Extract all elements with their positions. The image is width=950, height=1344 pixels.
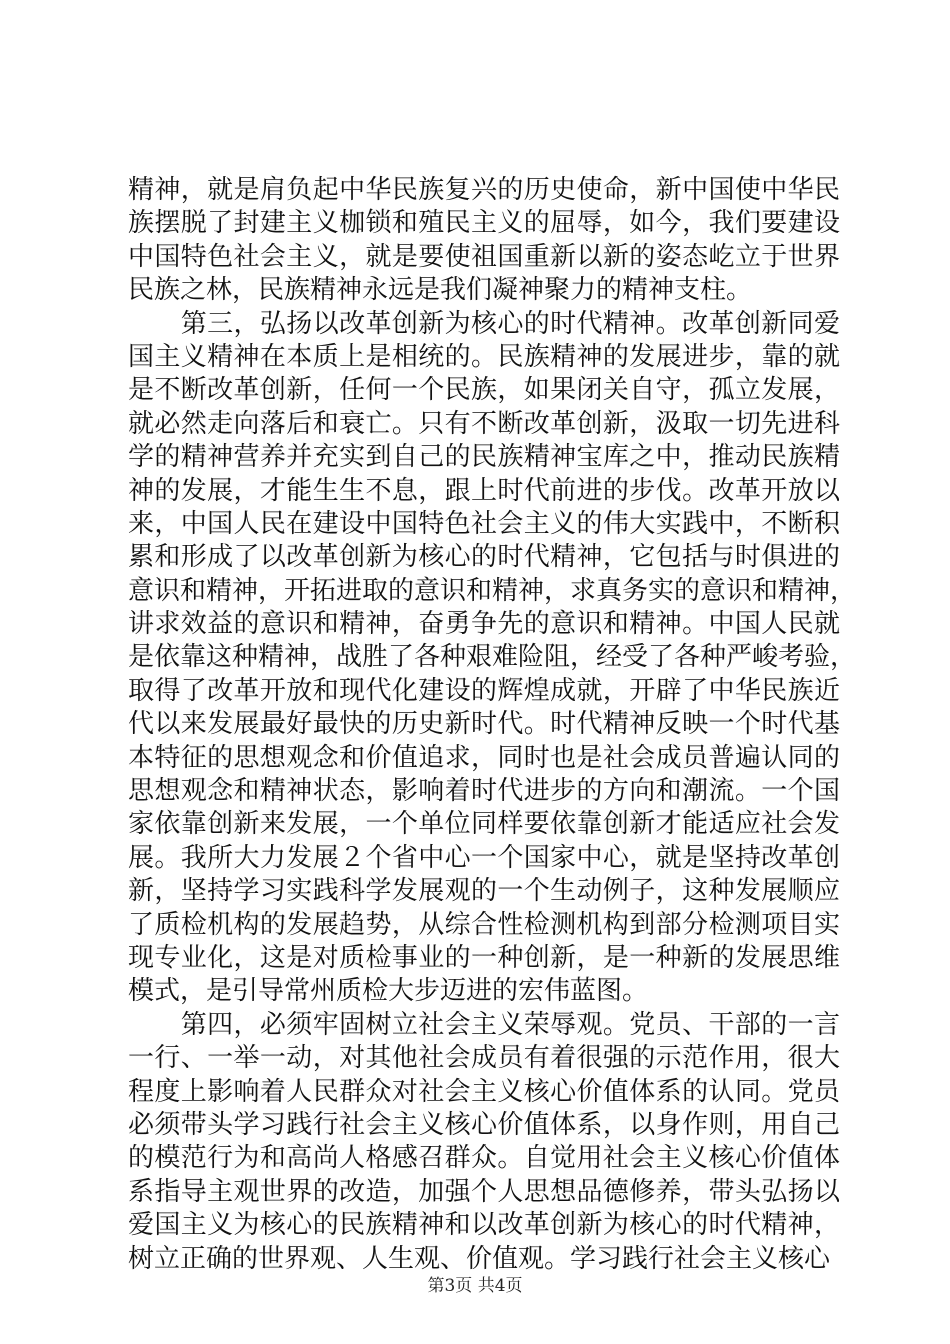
text-line: 就必然走向落后和衰亡。只有不断改革创新，汲取一切先进科 (128, 408, 840, 439)
page-footer: 第3页 共4页 (427, 1276, 523, 1296)
paragraph (128, 1009, 840, 1276)
text-line: 取得了改革开放和现代化建设的辉煌成就，开辟了中华民族近 (128, 675, 840, 706)
text-line: 的模范行为和高尚人格感召群众。自觉用社会主义核心价值体 (128, 1143, 840, 1174)
text-line: 程度上影响着人民群众对社会主义核心价值体系的认同。党员 (128, 1076, 840, 1107)
text-line: 族摆脱了封建主义枷锁和殖民主义的屈辱，如今，我们要建设 (128, 208, 840, 239)
text-line: 学的精神营养并充实到自己的民族精神宝库之中，推动民族精 (128, 442, 840, 473)
text-line: 了质检机构的发展趋势，从综合性检测机构到部分检测项目实 (128, 909, 840, 940)
text-line: 意识和精神，开拓进取的意识和精神，求真务实的意识和精神， (128, 575, 857, 606)
text-line: 来，中国人民在建设中国特色社会主义的伟大实践中，不断积 (128, 508, 840, 539)
body-text (128, 174, 857, 1276)
text-line: 累和形成了以改革创新为核心的时代精神，它包括与时俱进的 (128, 542, 840, 573)
text-line: 本特征的思想观念和价值追求，同时也是社会成员普遍认同的 (128, 742, 840, 773)
text-line: 讲求效益的意识和精神，奋勇争先的意识和精神。中国人民就 (128, 609, 840, 640)
text-line: 是不断改革创新，任何一个民族，如果闭关自守，孤立发展， (128, 375, 840, 406)
text-line: 中国特色社会主义，就是要使祖国重新以新的姿态屹立于世界 (128, 241, 840, 272)
paragraph (128, 174, 840, 308)
text-line: 一行、一举一动，对其他社会成员有着很强的示范作用，很大 (128, 1043, 840, 1074)
text-line: 民族之林，民族精神永远是我们凝神聚力的精神支柱。 (128, 275, 753, 306)
text-line: 第四，必须牢固树立社会主义荣辱观。党员、干部的一言 (128, 1009, 840, 1040)
text-line: 模式，是引导常州质检大步迈进的宏伟蓝图。 (128, 976, 649, 1007)
text-line: 树立正确的世界观、人生观、价值观。学习践行社会主义核心 (128, 1243, 831, 1274)
text-line: 爱国主义为核心的民族精神和以改革创新为核心的时代精神， (128, 1210, 840, 1241)
text-line: 代以来发展最好最快的历史新时代。时代精神反映一个时代基 (128, 709, 840, 740)
text-line: 必须带头学习践行社会主义核心价值体系，以身作则，用自己 (128, 1109, 840, 1140)
text-line: 展。我所大力发展２个省中心一个国家中心，就是坚持改革创 (128, 842, 840, 873)
text-line: 是依靠这种精神，战胜了各种艰难险阻，经受了各种严峻考验， (128, 642, 857, 673)
text-line: 神的发展，才能生生不息，跟上时代前进的步伐。改革开放以 (128, 475, 840, 506)
text-line: 系指导主观世界的改造，加强个人思想品德修养，带头弘扬以 (128, 1176, 840, 1207)
text-line: 第三，弘扬以改革创新为核心的时代精神。改革创新同爱 (128, 308, 840, 339)
text-line: 思想观念和精神状态，影响着时代进步的方向和潮流。一个国 (128, 776, 840, 807)
paragraph (128, 308, 857, 1009)
text-line: 新，坚持学习实践科学发展观的一个生动例子，这种发展顺应 (128, 876, 840, 907)
text-line: 现专业化，这是对质检事业的一种创新，是一种新的发展思维 (128, 942, 840, 973)
text-line: 家依靠创新来发展，一个单位同样要依靠创新才能适应社会发 (128, 809, 840, 840)
text-line: 精神，就是肩负起中华民族复兴的历史使命，新中国使中华民 (128, 175, 840, 205)
text-line: 国主义精神在本质上是相统的。民族精神的发展进步，靠的就 (128, 341, 840, 372)
